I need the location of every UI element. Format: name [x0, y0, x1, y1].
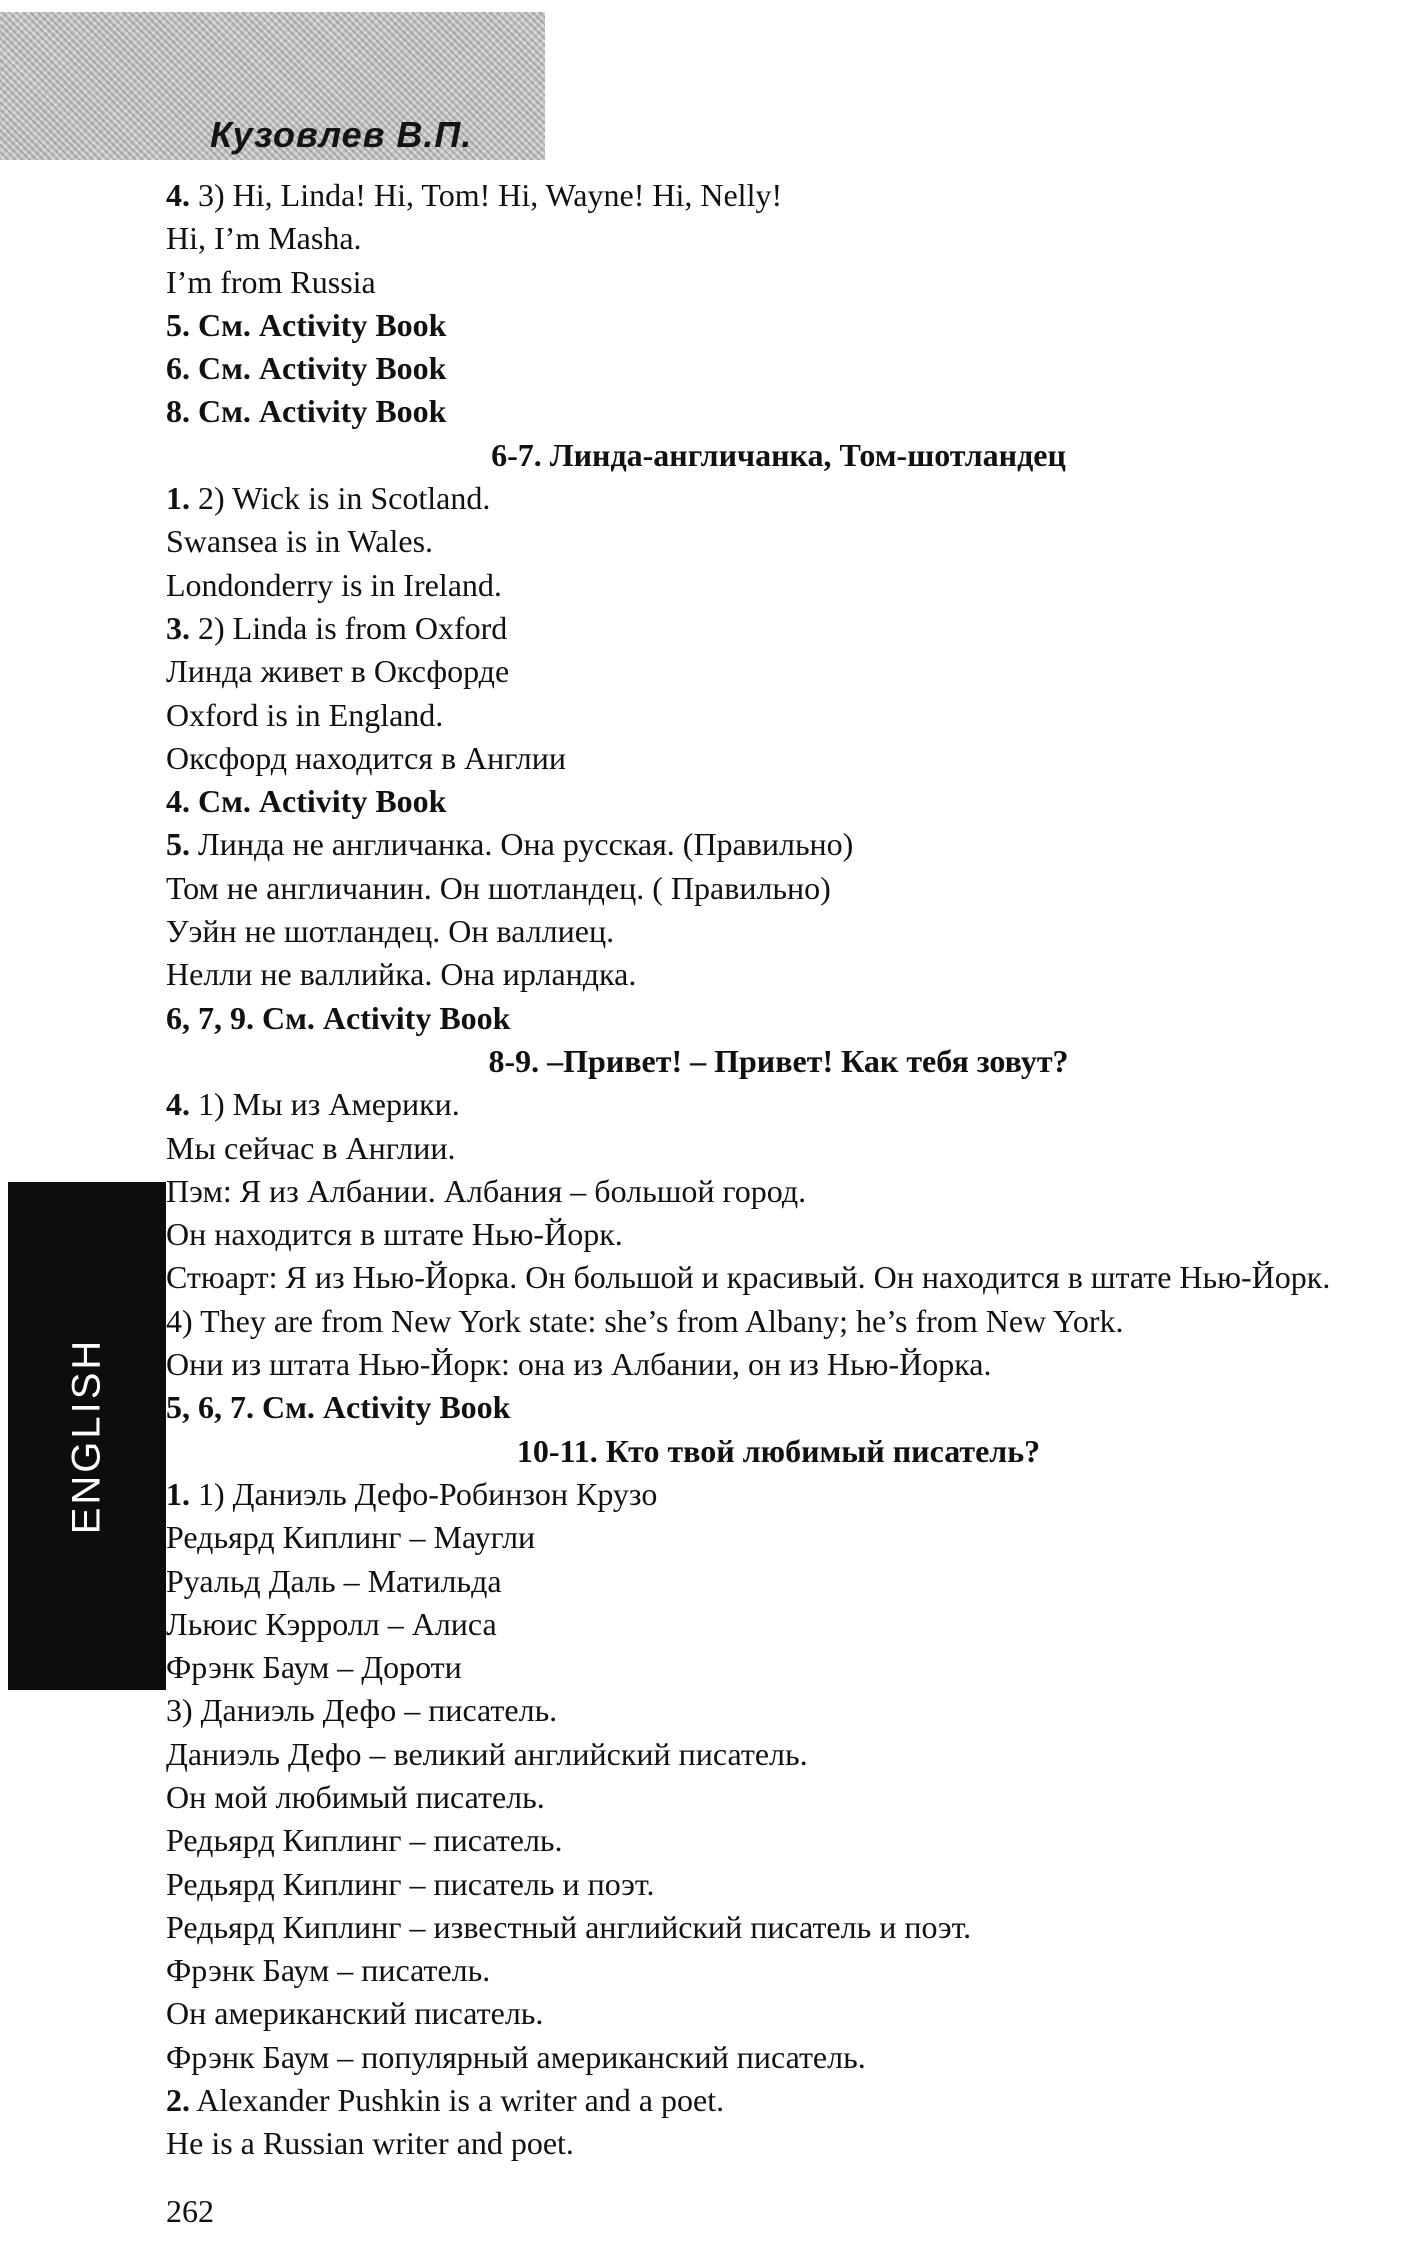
text-line: Линда живет в Оксфорде — [166, 653, 510, 690]
text-line: 1. 1) Даниэль Дефо-Робинзон Крузо — [166, 1475, 658, 1512]
text-line: Оксфорд находится в Англии — [166, 739, 566, 776]
text-line: Мы сейчас в Англии. — [166, 1129, 456, 1166]
text-line: 1. 2) Wick is in Scotland. — [166, 480, 491, 517]
side-tab — [8, 1182, 166, 1690]
text-line: 5. Линда не англичанка. Она русская. (Правильно) — [166, 826, 854, 863]
text-line: Фрэнк Баум – писатель. — [166, 1952, 491, 1989]
text-line: Стюарт: Я из Нью-Йорка. Он большой и красивый. Он находится в штате Нью-Йорк. — [166, 1259, 1331, 1296]
text-line: Oxford is in England. — [166, 696, 444, 733]
text-line: Редьярд Киплинг – писатель. — [166, 1822, 563, 1859]
text-line: Руальд Даль – Матильда — [166, 1562, 502, 1599]
text-line: Льюис Кэрролл – Алиса — [166, 1605, 497, 1642]
text-line: Они из штата Нью-Йорк: она из Албании, он из Нью-Йорка. — [166, 1346, 992, 1383]
activity-book-ref: 5, 6, 7. См. Activity Book — [166, 1389, 511, 1426]
text-line: Уэйн не шотландец. Он валлиец. — [166, 913, 615, 950]
section-heading: 10-11. Кто твой любимый писатель? — [516, 1432, 1041, 1469]
text-line: Редьярд Киплинг – известный английский писатель и поэт. — [166, 1908, 972, 1945]
text-line: Редьярд Киплинг – Маугли — [166, 1519, 536, 1556]
side-tab-label: ENGLISH — [64, 1337, 109, 1535]
text-line: 4. 3) Hi, Linda! Hi, Tom! Hi, Wayne! Hi, Nelly! — [166, 177, 783, 213]
text-line: Londonderry is in Ireland. — [166, 566, 502, 603]
activity-book-ref: 6, 7, 9. См. Activity Book — [166, 999, 511, 1036]
text-line: 4) They are from New York state: she’s from Albany; he’s from New York. — [166, 1302, 1124, 1339]
text-line: 3. 2) Linda is from Oxford — [166, 609, 508, 646]
text-line: Пэм: Я из Албании. Албания – большой город. — [166, 1172, 807, 1209]
text-line: 2. Alexander Pushkin is a writer and a poet. — [166, 2082, 725, 2119]
text-line: Он находится в штате Нью-Йорк. — [166, 1216, 623, 1253]
text-line: Он мой любимый писатель. — [166, 1778, 545, 1815]
activity-book-ref: 5. См. Activity Book — [166, 306, 447, 343]
activity-book-ref: 4. См. Activity Book — [166, 783, 447, 820]
text-line: 3) Даниэль Дефо – писатель. — [166, 1692, 558, 1729]
section-heading: 6-7. Линда-англичанка, Том-шотландец — [491, 436, 1066, 473]
section-heading: 8-9. –Привет! – Привет! Как тебя зовут? — [488, 1042, 1069, 1079]
text-line: Фрэнк Баум – популярный американский писатель. — [166, 2038, 866, 2075]
activity-book-ref: 6. См. Activity Book — [166, 350, 447, 387]
text-line: Фрэнк Баум – Дороти — [166, 1649, 462, 1686]
text-line: Том не англичанин. Он шотландец. ( Правильно) — [166, 869, 831, 906]
text-line: 4. 1) Мы из Америки. — [166, 1086, 460, 1123]
page-number: 262 — [166, 2193, 214, 2229]
text-line: I’m from Russia — [166, 263, 376, 300]
text-line: He is a Russian writer and poet. — [166, 2125, 574, 2162]
page-content — [166, 174, 1391, 2166]
text-line: Hi, I’m Masha. — [166, 220, 362, 257]
text-line: Редьярд Киплинг – писатель и поэт. — [166, 1865, 655, 1902]
text-line: Swansea is in Wales. — [166, 523, 434, 560]
text-line: Он американский писатель. — [166, 1995, 544, 2032]
text-line: Даниэль Дефо – великий английский писатель. — [166, 1735, 808, 1772]
activity-book-ref: 8. См. Activity Book — [166, 393, 447, 430]
author-name: Кузовлев В.П. — [210, 114, 473, 155]
header-banner — [0, 12, 545, 160]
text-line: Нелли не валлийка. Она ирландка. — [166, 956, 637, 993]
